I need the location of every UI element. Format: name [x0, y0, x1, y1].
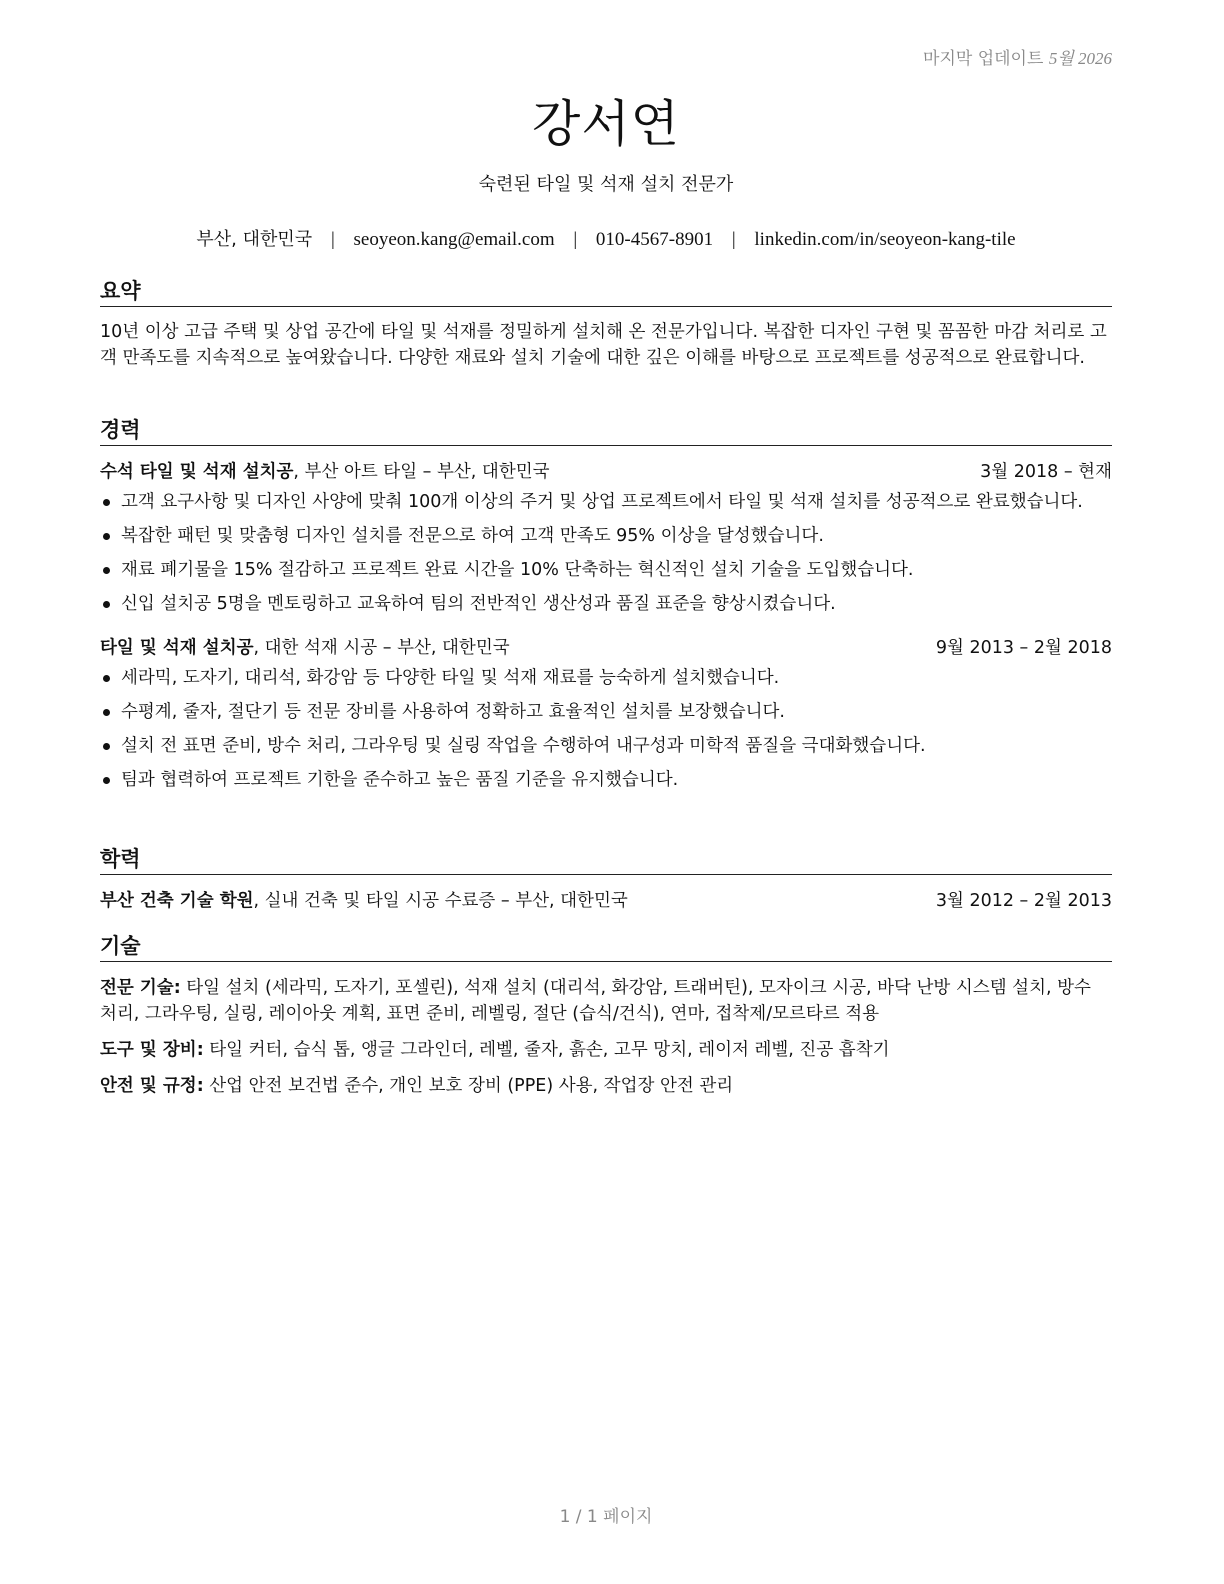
skill-label: 도구 및 장비:	[100, 1040, 204, 1060]
contact-phone: 010-4567-8901	[595, 229, 714, 250]
skill-label: 안전 및 규정:	[100, 1076, 204, 1096]
resume-page	[100, 0, 1112, 1584]
skill-line	[100, 1073, 1112, 1099]
experience-section	[100, 417, 1112, 801]
last-updated-label: 마지막 업데이트	[923, 49, 1044, 69]
last-updated-date: 5월 2026	[1048, 49, 1112, 68]
contact-separator: |	[573, 229, 578, 250]
skill-line	[100, 975, 1112, 1027]
job-bullet: 복잡한 패턴 및 맞춤형 디자인 설치를 전문으로 하여 고객 만족도 95% 이상을 달성했습니다.	[100, 523, 1112, 549]
skill-text: 타일 커터, 습식 톱, 앵글 그라인더, 레벨, 줄자, 흙손, 고무 망치, 레이저 레벨, 진공 흡착기	[203, 1040, 890, 1060]
job-bullet: 신입 설치공 5명을 멘토링하고 교육하여 팀의 전반적인 생산성과 품질 표준을 향상시켰습니다.	[100, 591, 1112, 617]
education-school: 부산 건축 기술 학원	[100, 891, 254, 911]
contact-line	[100, 225, 1112, 251]
education-detail: , 실내 건축 및 타일 시공 수료증 – 부산, 대한민국	[253, 891, 628, 911]
job-bullets	[100, 489, 1112, 617]
summary-section	[100, 278, 1112, 371]
job-bullet: 팀과 협력하여 프로젝트 기한을 준수하고 높은 품질 기준을 유지했습니다.	[100, 767, 1112, 793]
summary-text: 10년 이상 고급 주택 및 상업 공간에 타일 및 석재를 정밀하게 설치해 온 전문가입니다. 복잡한 디자인 구현 및 꼼꼼한 마감 처리로 고객 만족도를 지속적으로 높여왔습니다. 다양한 재료와 설치 기술에 대한 깊은 이해를 바탕으로 프로젝트를 성공적으로 완료합니다.	[100, 322, 1107, 368]
job-bullet: 수평계, 줄자, 절단기 등 전문 장비를 사용하여 정확하고 효율적인 설치를 보장했습니다.	[100, 699, 1112, 725]
job-bullet: 세라믹, 도자기, 대리석, 화강암 등 다양한 타일 및 석재 재료를 능숙하게 설치했습니다.	[100, 665, 1112, 691]
section-title-skills: 기술	[100, 933, 1112, 962]
job-bullets	[100, 665, 1112, 793]
job-header	[100, 459, 1112, 485]
tagline: 숙련된 타일 및 석재 설치 전문가	[478, 174, 734, 195]
job-company: , 부산 아트 타일 – 부산, 대한민국	[293, 462, 550, 482]
skills-list	[100, 975, 1112, 1099]
job-role: 타일 및 석재 설치공	[100, 638, 254, 658]
job-entry	[100, 459, 1112, 617]
contact-linkedin[interactable]: linkedin.com/in/seoyeon-kang-tile	[754, 229, 1016, 250]
skills-section	[100, 933, 1112, 1109]
job-role: 수석 타일 및 석재 설치공	[100, 462, 294, 482]
section-title-experience: 경력	[100, 417, 1112, 446]
job-header	[100, 635, 1112, 661]
skill-line	[100, 1037, 1112, 1063]
contact-separator: |	[330, 229, 335, 250]
job-dates: 3월 2018 – 현재	[980, 462, 1112, 482]
job-entry	[100, 635, 1112, 793]
job-bullet: 고객 요구사항 및 디자인 사양에 맞춰 100개 이상의 주거 및 상업 프로젝트에서 타일 및 석재 설치를 성공적으로 완료했습니다.	[100, 489, 1112, 515]
candidate-name: 강서연	[532, 95, 680, 153]
education-entry	[100, 888, 1112, 914]
job-dates: 9월 2013 – 2월 2018	[935, 638, 1112, 658]
skill-text: 타일 설치 (세라믹, 도자기, 포셀린), 석재 설치 (대리석, 화강암, 트래버틴), 모자이크 시공, 바닥 난방 시스템 설치, 방수 처리, 그라우팅, 실링, 레이아웃 계획, 표면 준비, 레벨링, 절단 (습식/건식), 연마, 접착제/모르타르 적용	[100, 978, 1091, 1024]
job-bullet: 설치 전 표면 준비, 방수 처리, 그라우팅 및 실링 작업을 수행하여 내구성과 미학적 품질을 극대화했습니다.	[100, 733, 1112, 759]
education-section	[100, 846, 1112, 914]
skill-text: 산업 안전 보건법 준수, 개인 보호 장비 (PPE) 사용, 작업장 안전 관리	[203, 1076, 734, 1096]
last-updated	[923, 44, 1112, 69]
job-bullet: 재료 폐기물을 15% 절감하고 프로젝트 완료 시간을 10% 단축하는 혁신적인 설치 기술을 도입했습니다.	[100, 557, 1112, 583]
contact-location: 부산, 대한민국	[196, 229, 313, 250]
job-company: , 대한 석재 시공 – 부산, 대한민국	[253, 638, 510, 658]
page-number: 1 / 1 페이지	[559, 1507, 653, 1527]
contact-email[interactable]: seoyeon.kang@email.com	[353, 229, 555, 250]
skill-label: 전문 기술:	[100, 978, 181, 998]
contact-separator: |	[731, 229, 736, 250]
section-title-education: 학력	[100, 846, 1112, 875]
education-dates: 3월 2012 – 2월 2013	[935, 891, 1112, 911]
section-title-summary: 요약	[100, 278, 1112, 307]
